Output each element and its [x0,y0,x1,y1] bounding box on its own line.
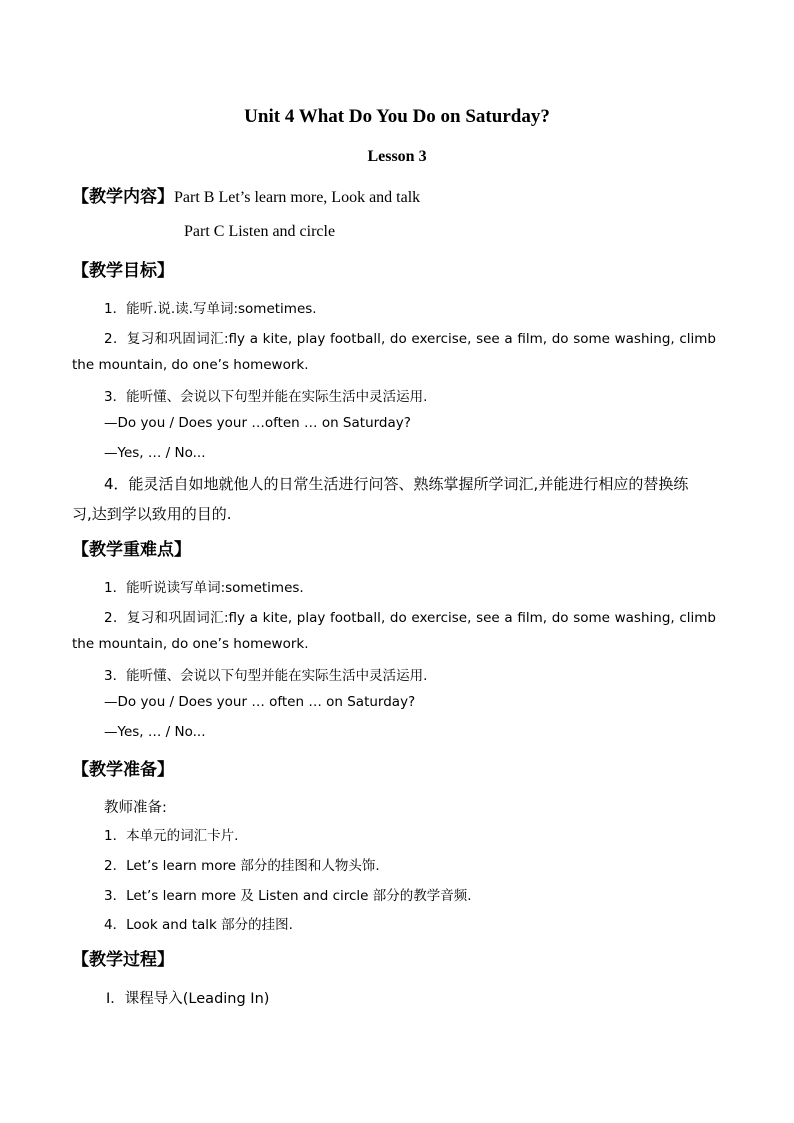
keypoint-item-1: 1．能听说读写单词:sometimes. [104,580,304,596]
keypoint-dialog-q: —Do you / Does your … often … on Saturday? [104,694,416,710]
keypoint-item-2-cont: the mountain, do one’s homework. [72,636,309,652]
preparation-heading: 【教学准备】 [72,760,174,780]
preparation-item-2: 2．Let’s learn more 部分的挂图和人物头饰. [104,858,380,874]
preparation-item-4: 4．Look and talk 部分的挂图. [104,917,293,933]
preparation-item-3: 3．Let’s learn more 及 Listen and circle 部分的教学音频. [104,888,472,904]
keypoint-item-3: 3．能听懂、会说以下句型并能在实际生活中灵活运用. [104,668,428,684]
objective-dialog-q: —Do you / Does your …often … on Saturday? [104,415,411,431]
objective-item-2: 2．复习和巩固词汇:fly a kite, play football, do exercise, see a film, do some washing, climb [104,331,716,347]
keypoints-heading: 【教学重难点】 [72,540,191,560]
process-step-1: Ⅰ．课程导入(Leading In) [106,991,270,1007]
document-title: Unit 4 What Do You Do on Saturday? [244,106,550,127]
objective-item-4-cont: 习,达到学以致用的目的. [72,505,232,523]
keypoint-item-2: 2．复习和巩固词汇:fly a kite, play football, do exercise, see a film, do some washing, climb [104,610,716,626]
objective-item-1: 1．能听.说.读.写单词:sometimes. [104,301,317,317]
content-line-1: Part B Let’s learn more, Look and talk [174,189,421,206]
lesson-subtitle: Lesson 3 [367,148,427,165]
objective-item-4: 4．能灵活自如地就他人的日常生活进行问答、熟练掌握所学词汇,并能进行相应的替换练 [104,475,689,493]
process-heading: 【教学过程】 [72,950,174,970]
objectives-heading: 【教学目标】 [72,261,174,281]
preparation-intro: 教师准备: [104,800,167,816]
content-line-2: Part C Listen and circle [184,223,336,240]
content-heading: 【教学内容】 [72,187,174,207]
content-section [72,182,420,207]
objective-dialog-a: —Yes, … / No... [104,445,206,461]
keypoint-dialog-a: —Yes, … / No... [104,724,206,740]
objective-item-3: 3．能听懂、会说以下句型并能在实际生活中灵活运用. [104,389,428,405]
preparation-item-1: 1．本单元的词汇卡片. [104,828,239,844]
objective-item-2-cont: the mountain, do one’s homework. [72,357,309,373]
